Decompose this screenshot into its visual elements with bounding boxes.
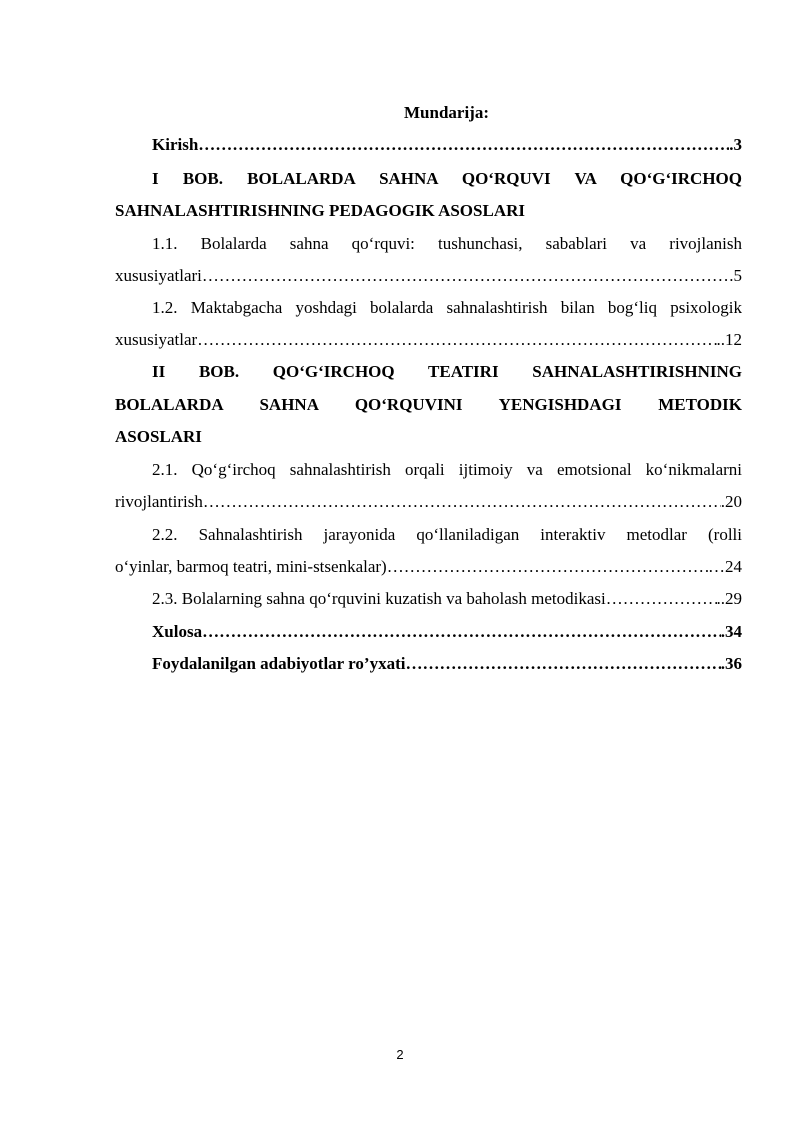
- toc-dot-leader: [202, 620, 721, 644]
- toc-entry-references: [115, 652, 742, 676]
- toc-s22-line2: [115, 555, 742, 579]
- toc-chapter1-line2: SAHNALASHTIRISHNING PEDAGOGIK ASOSLARI: [115, 201, 525, 220]
- toc-entry-label: Xulosa: [152, 622, 203, 641]
- toc-entry-page: .5: [729, 266, 742, 285]
- toc-entry-page: ..29: [716, 589, 742, 608]
- toc-entry-label: xususiyatlar: [115, 330, 198, 349]
- toc-s12-line2: [115, 328, 742, 352]
- toc-entry-page: .3: [729, 135, 742, 154]
- page-number: 2: [396, 1047, 404, 1062]
- toc-entry-label: xususiyatlari: [115, 266, 202, 285]
- toc-s21-line1: 2.1. Qo‘g‘irchoq sahnalashtirish orqali ijtimoiy va emotsional ko‘nikmalarni: [152, 460, 742, 479]
- toc-s21-line2: [115, 490, 742, 514]
- toc-entry-label: 2.3. Bolalarning sahna qo‘rquvini kuzatish va baholash metodikasi: [152, 589, 606, 608]
- toc-s23: [115, 587, 742, 611]
- toc-entry-page: .20: [720, 492, 742, 511]
- document-page: [115, 0, 742, 1131]
- toc-entry-label: Foydalanilgan adabiyotlar ro’yxati: [152, 654, 406, 673]
- toc-chapter2-line3: ASOSLARI: [115, 427, 202, 446]
- toc-entry-page: .36: [720, 654, 742, 673]
- toc-chapter2-line1: II BOB. QO‘G‘IRCHOQ TEATIRI SAHNALASHTIRISHNING: [152, 362, 742, 381]
- toc-entry-page: …24: [708, 557, 742, 576]
- toc-title: Mundarija:: [404, 103, 489, 122]
- toc-chapter1-line1: I BOB. BOLALARDA SAHNA QO‘RQUVI VA QO‘G‘IRCHOQ: [152, 169, 742, 188]
- toc-entry-page: ..12: [716, 330, 742, 349]
- toc-entry-label: Kirish: [152, 135, 199, 154]
- toc-s11-line2: [115, 264, 742, 288]
- toc-dot-leader: [203, 490, 721, 514]
- toc-entry-intro: [115, 133, 742, 157]
- toc-dot-leader: [606, 587, 717, 611]
- toc-dot-leader: [198, 133, 729, 157]
- toc-s11-line1: 1.1. Bolalarda sahna qo‘rquvi: tushunchasi, sabablari va rivojlanish: [152, 234, 742, 253]
- toc-s22-line1: 2.2. Sahnalashtirish jarayonida qo‘llaniladigan interaktiv metodlar (rolli: [152, 525, 742, 544]
- toc-dot-leader: [387, 555, 708, 579]
- toc-dot-leader: [202, 264, 729, 288]
- toc-s12-line1: 1.2. Maktabgacha yoshdagi bolalarda sahnalashtirish bilan bog‘liq psixologik: [152, 298, 742, 317]
- toc-dot-leader: [405, 652, 720, 676]
- toc-chapter2-line2: BOLALARDA SAHNA QO‘RQUVINI YENGISHDAGI METODIK: [115, 395, 742, 414]
- toc-entry-label: o‘yinlar, barmoq teatri, mini-stsenkalar): [115, 557, 387, 576]
- toc-entry-page: .34: [720, 622, 742, 641]
- toc-dot-leader: [197, 328, 716, 352]
- toc-entry-label: rivojlantirish: [115, 492, 203, 511]
- toc-entry-conclusion: [115, 620, 742, 644]
